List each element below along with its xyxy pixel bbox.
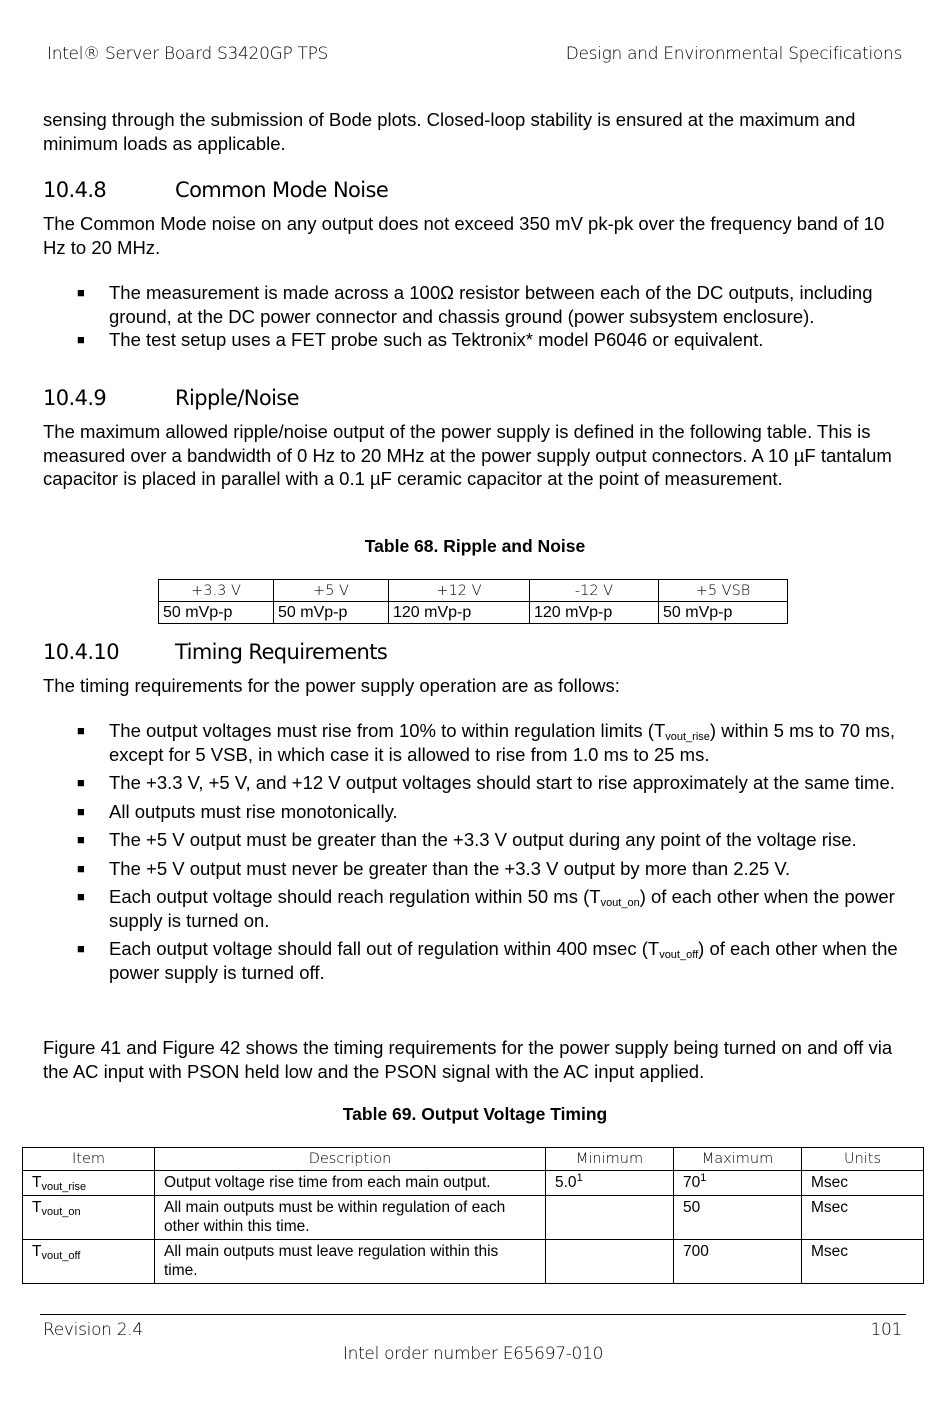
header-section: Design and Environmental Specifications <box>565 44 902 64</box>
square-bullet-icon: ■ <box>77 775 85 790</box>
column-header: Minimum <box>546 1148 674 1171</box>
table-cell-units: Msec <box>802 1240 924 1284</box>
square-bullet-icon: ■ <box>77 941 85 956</box>
intro-paragraph: sensing through the submission of Bode plots. Closed-loop stability is ensured at the maximum and minimum loads as applicable. <box>43 109 856 154</box>
item-symbol: T <box>32 1243 42 1260</box>
column-header: Description <box>155 1148 546 1171</box>
footer-revision: Revision 2.4 <box>43 1320 143 1340</box>
subscript: vout_on <box>41 1206 81 1218</box>
header-title: Intel® Server Board S3420GP TPS <box>47 44 329 64</box>
table-row <box>159 602 788 624</box>
square-bullet-icon: ■ <box>77 803 85 819</box>
list-item <box>75 937 905 984</box>
table-row <box>23 1240 924 1284</box>
square-bullet-icon: ■ <box>77 332 85 347</box>
common-mode-bullet-list <box>75 281 905 352</box>
closing-paragraph: Figure 41 and Figure 42 shows the timing requirements for the power supply being turned on and off via the AC input with PSON held low and the PSON signal with the AC input applied. <box>43 1037 893 1082</box>
footnote-marker: 1 <box>700 1171 707 1184</box>
list-item <box>75 328 905 352</box>
list-item <box>75 828 905 852</box>
bullet-text: All outputs must rise monotonically. <box>109 800 398 822</box>
bullet-text: ) of each other when the power supply is turned on. <box>109 886 895 931</box>
bullet-text: The output voltages must rise from 10% to within regulation limits (T <box>109 720 666 741</box>
column-header: Maximum <box>674 1148 802 1171</box>
bullet-text: The +5 V output must be greater than the +3.3 V output during any point of the voltage rise. <box>109 829 857 850</box>
section-title: Timing Requirements <box>175 640 388 664</box>
bullet-text: The test setup uses a FET probe such as Tektronix* model P6046 or equivalent. <box>109 329 764 350</box>
list-item <box>75 857 905 881</box>
table-cell-maximum <box>674 1240 802 1284</box>
value: 700 <box>683 1243 709 1260</box>
subscript: vout_off <box>41 1250 81 1262</box>
bullet-text: The +5 V output must never be greater than the +3.3 V output by more than 2.25 V. <box>109 857 791 879</box>
table-row <box>23 1171 924 1196</box>
subscript: vout_rise <box>665 731 710 743</box>
subscript: vout_rise <box>41 1181 87 1193</box>
value: 5.0 <box>555 1174 577 1191</box>
table-cell-maximum <box>674 1171 802 1196</box>
table-cell-item <box>23 1171 155 1196</box>
list-item <box>75 771 905 795</box>
column-header: +5 VSB <box>659 580 788 602</box>
footer-divider <box>40 1314 906 1315</box>
table-cell-item <box>23 1196 155 1240</box>
square-bullet-icon: ■ <box>77 285 85 300</box>
column-header: +12 V <box>389 580 530 602</box>
section-number: 10.4.10 <box>43 640 119 664</box>
bullet-text: ) within 5 ms to 70 ms, except for 5 VSB, in which case it is allowed to rise from 1.0 ms to 25 ms. <box>109 720 895 765</box>
section-heading-10-4-9 <box>43 386 299 410</box>
square-bullet-icon: ■ <box>77 832 85 847</box>
square-bullet-icon: ■ <box>77 723 85 738</box>
bullet-text: The measurement is made across a 100Ω resistor between each of the DC outputs, including ground, at the DC power connector and chassis ground (power subsystem enclosure). <box>109 282 873 327</box>
table-header-row <box>159 580 788 602</box>
column-header: +3.3 V <box>159 580 274 602</box>
table-cell-description: Output voltage rise time from each main output. <box>155 1171 546 1196</box>
value: 70 <box>683 1174 701 1191</box>
table-cell: 120 mVp-p <box>389 602 530 624</box>
ripple-noise-paragraph: The maximum allowed ripple/noise output of the power supply is defined in the following table. This is measured over a bandwidth of 0 Hz to 20 MHz at the power supply output connectors. A 10 µF tantalum capacitor is placed in parallel with a 0.1 µF ceramic capacitor at the point of measurement. <box>43 421 892 489</box>
square-bullet-icon: ■ <box>77 860 85 876</box>
ripple-noise-table <box>158 579 788 624</box>
table-cell-minimum <box>546 1196 674 1240</box>
footer-order-number: Intel order number E65697-010 <box>342 1344 604 1364</box>
table-cell-description: All main outputs must be within regulation of each other within this time. <box>155 1196 546 1240</box>
table-cell-minimum <box>546 1171 674 1196</box>
section-number: 10.4.8 <box>43 178 107 202</box>
table-cell: 120 mVp-p <box>530 602 659 624</box>
footnote-marker: 1 <box>576 1171 583 1184</box>
table-cell-item <box>23 1240 155 1284</box>
column-header: Units <box>802 1148 924 1171</box>
list-item <box>75 281 905 328</box>
table-cell-minimum <box>546 1240 674 1284</box>
timing-bullet-list <box>75 719 905 984</box>
table-cell: 50 mVp-p <box>659 602 788 624</box>
column-header: Item <box>23 1148 155 1171</box>
column-header: -12 V <box>530 580 659 602</box>
timing-paragraph: The timing requirements for the power supply operation are as follows: <box>43 675 620 696</box>
item-symbol: T <box>32 1199 42 1216</box>
square-bullet-icon: ■ <box>77 889 85 904</box>
list-item <box>75 719 905 766</box>
table-header-row <box>23 1148 924 1171</box>
subscript: vout_on <box>600 897 640 909</box>
section-heading-10-4-8 <box>43 178 388 202</box>
table-cell-description: All main outputs must leave regulation within this time. <box>155 1240 546 1284</box>
table-cell: 50 mVp-p <box>274 602 389 624</box>
section-number: 10.4.9 <box>43 386 107 410</box>
common-mode-paragraph: The Common Mode noise on any output does not exceed 350 mV pk-pk over the frequency band of 10 Hz to 20 MHz. <box>43 213 885 258</box>
table-cell: 50 mVp-p <box>159 602 274 624</box>
section-heading-10-4-10 <box>43 640 387 664</box>
bullet-text: Each output voltage should reach regulation within 50 ms (T <box>109 886 601 907</box>
table-cell-maximum <box>674 1196 802 1240</box>
table-68-caption: Table 68. Ripple and Noise <box>364 536 586 556</box>
section-title: Common Mode Noise <box>175 178 389 202</box>
output-voltage-timing-table <box>22 1147 924 1284</box>
table-69-caption: Table 69. Output Voltage Timing <box>342 1104 608 1124</box>
value: 50 <box>683 1199 701 1216</box>
bullet-text: The +3.3 V, +5 V, and +12 V output voltages should start to rise approximately at the same time. <box>109 772 895 793</box>
subscript: vout_off <box>659 949 699 961</box>
bullet-text: Each output voltage should fall out of regulation within 400 msec (T <box>109 938 660 959</box>
list-item <box>75 800 905 824</box>
table-row <box>23 1196 924 1240</box>
table-cell-units: Msec <box>802 1196 924 1240</box>
table-cell-units: Msec <box>802 1171 924 1196</box>
section-title: Ripple/Noise <box>175 386 299 410</box>
footer-page-number: 101 <box>870 1320 902 1340</box>
item-symbol: T <box>32 1174 42 1191</box>
bullet-text: ) of each other when the power supply is turned off. <box>109 938 898 983</box>
list-item <box>75 885 905 932</box>
column-header: +5 V <box>274 580 389 602</box>
